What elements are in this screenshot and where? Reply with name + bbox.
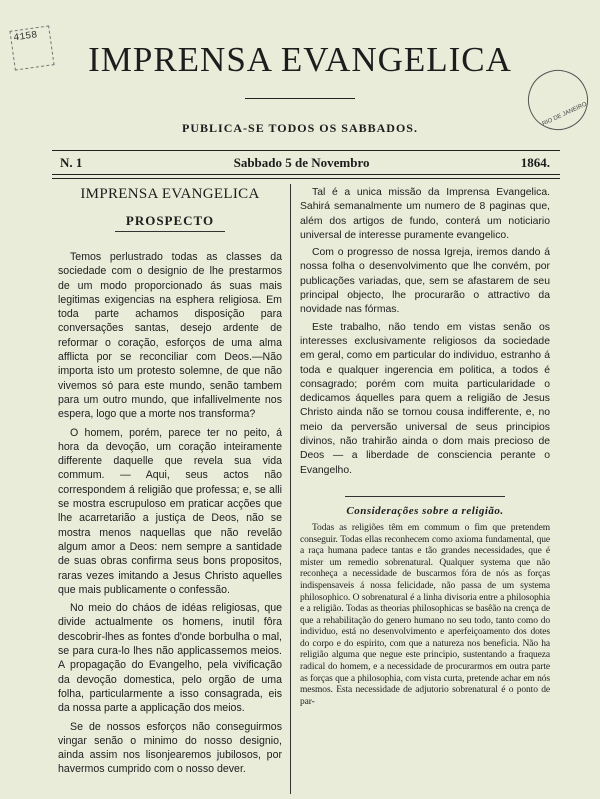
section-rule <box>345 496 505 497</box>
section-title: Considerações sobre a religião. <box>346 504 504 517</box>
mission-paragraph-2: Com o progresso de nossa Igreja, iremos dando á nossa folha o desenvolvimento que lhe convém, por publicações variadas, que, sem se afastarem de seu principal objecto, lhe procurarão o attractivo da novidade nas fórmas. <box>300 247 550 316</box>
prospecto-paragraph-1: Temos perlustrado todas as classes da sociedade com o designio de lhe prestarmos de um modo proporcionado ás suas mais legitimas exigencias na esphera religiosa. Em toda parte achamos disposição para conversações santas, desejo ardente de reformar o coração, esforços de uma alma afflicta por se reconciliar com Deos.—Não importa isto um protesto solemne, de que não vivemos só para este mundo, senão tambem para um outro mundo, que infallivelmente nos espera, logo que a morte nos transforma? <box>58 251 282 421</box>
dateline-top-rule <box>52 150 560 151</box>
dateline-bottom-rule-double <box>52 178 560 179</box>
dateline <box>60 155 550 171</box>
prospecto-heading: PROSPECTO <box>115 213 225 232</box>
mission-paragraph-3: Este trabalho, não tendo em vistas senão os interesses exclusivamente religiosos da sociedade em geral, como em particular do individuo, estranho á toda e qualquer ingerencia em politica, a todos é consagrado; porém com muita particularidade o dedicamos áquelles para quem a religião de Jesus Christo ainda não se tornou cousa indifferente, e, no meio da perversão universal de seus principios divinos, não trahirão ainda o dom mais precioso de Deos — a liberdade de consciencia perante o Evangelho. <box>300 321 550 476</box>
left-column <box>58 186 282 781</box>
prospecto-paragraph-3: No meio do cháos de idéas religiosas, que divide actualmente os homens, inutil fôra descobrir-lhes as fontes d'onde borbulha o mal, se para cura-lo lhes não applicassemos meios. A propagação do Evangelho, pela vivificação da devoção domestica, pelo orgão de uma folha, particularmente a isso consagrada, eis da nossa parte a applicação dos meios. <box>58 602 282 715</box>
column-divider <box>290 184 291 794</box>
left-column-title: IMPRENSA EVANGELICA <box>80 186 260 202</box>
issue-year: 1864. <box>520 155 550 170</box>
masthead-rule <box>245 98 355 99</box>
prospecto-paragraph-2: O homem, porém, parece ter no peito, á hora da devoção, um coração inteiramente differente daquelle que revela sua vida commum. — Aqui, seus actos não correspondem á religião que professa; e, se alli se mostra escrupuloso em praticar acções que lhe acarretarião a justiça de Deos, não se mostra menos naquellas que não revelão algum amor a Deos: nem sempre a santidade de suas obras confirma seus bons propositos, raras vezes imitando a Jesus Christo aquelles que mais publicamente o confessão. <box>58 426 282 596</box>
prospecto-paragraph-4: Se de nossos esforços não conseguirmos vingar senão o minimo do nosso designio, ainda assim nos lisonjearemos jubilosos, por havermos cumprido com o nosso dever. <box>58 720 282 776</box>
masthead-subtitle: PUBLICA-SE TODOS OS SABBADOS. <box>182 121 418 135</box>
religion-paragraph: Todas as religiões têm em commum o fim que pretendem conseguir. Todas ellas reconhecem como axioma fundamental, que a raça humana padece tantas e tão grandes necessidades, que é mister um remedio sobrenatural. Qualquer systema que não reconheça a necessidade de buscarmos fóra de nós as forças indispensaveis á nossa felicidade, não passa de um systema philosophico. O sobrenatural é a linha divisoria entre a philosophia e a religião. Todas as theorias philosophicas se basêão na crença de que a rehabilitação do genero humano no seu todo, tanto como do individuo, está no desenvolvimento e aperfeiçoamento dos dotes do corpo e do espirito, com que a natureza nos beneficia. Não ha religião alguma que negue este principio, sustentando a fraqueza radical do homem, e a necessidade de procurarmos em outra parte as forças que a philosophia, com vista curta, pretende achar em nós mesmos. Esta necessidade de adjutorio sobrenatural é o ponto de par- <box>300 522 550 707</box>
library-stamp-number: 4158 <box>9 25 54 70</box>
masthead-title: IMPRENSA EVANGELICA <box>88 40 512 79</box>
issue-number: N. 1 <box>60 155 83 170</box>
dateline-bottom-rule <box>52 174 560 175</box>
mission-paragraph-1: Tal é a unica missão da Imprensa Evangelica. Sahirá semanalmente um numero de 8 paginas que, além dos artigos de fundo, conterá um noticiario universal de interesse puramente evangelico. <box>300 187 550 241</box>
library-seal-stamp: RIO DE JANEIRO <box>518 60 598 140</box>
issue-date: Sabbado 5 de Novembro <box>233 155 370 170</box>
right-column <box>300 186 550 708</box>
